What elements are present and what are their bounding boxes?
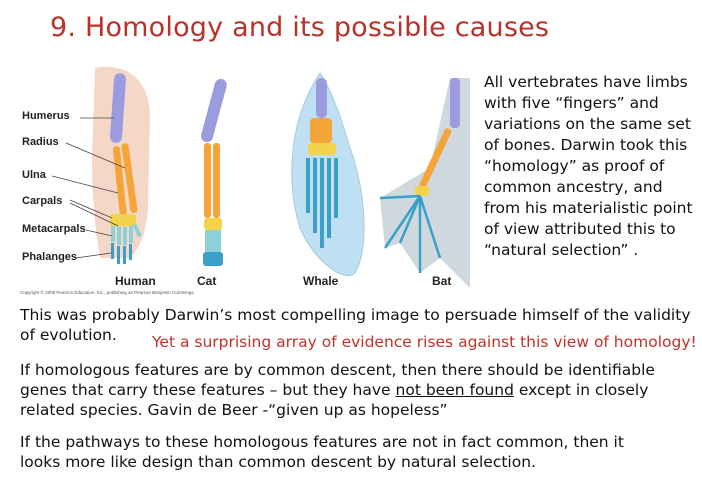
paragraph-darwin: This was probably Darwin’s most compelling image to persuade himself of the validity of evolution.	[20, 306, 691, 344]
copyright-note: Copyright © 2008 Pearson Education, Inc., publishing as Pearson Benjamin Cummings.	[20, 290, 195, 295]
homology-figure	[0, 58, 480, 303]
paragraph-evidence: Yet a surprising array of evidence rises against this view of homology!	[152, 333, 697, 351]
label-phalanges: Phalanges	[22, 251, 78, 263]
limb-illustration	[0, 58, 480, 303]
whale-fin	[292, 73, 364, 276]
label-ulna: Ulna	[22, 169, 46, 181]
paragraph-genes-part2: except in closely related species. Gavin de Beer -“given up as hopeless”	[20, 381, 649, 419]
not-found-underlined: not been found	[395, 381, 514, 399]
label-cat: Cat	[197, 274, 217, 288]
label-whale: Whale	[303, 274, 339, 288]
side-text: All vertebrates have limbs with five “fingers” and variations on the same set of bones. Darwin took this “homology” as proof of common ancestry, and from his materialistic point of view attributed this to “natural selection” .	[484, 73, 693, 259]
paragraph-design: If the pathways to these homologous features are not in fact common, then it looks more like design than common descent by natural selection.	[20, 433, 624, 471]
bat-wing	[380, 78, 470, 288]
paragraph-genes-part1: If homologous features are by common descent, then there should be identifiable genes that carry these features – but they have	[20, 361, 655, 399]
label-radius: Radius	[22, 136, 59, 148]
label-human: Human	[115, 274, 156, 288]
label-humerus: Humerus	[22, 110, 70, 122]
cat-leg	[200, 78, 228, 266]
human-arm	[92, 67, 150, 264]
page-title: 9. Homology and its possible causes	[50, 12, 550, 43]
label-carpals: Carpals	[22, 195, 63, 207]
paragraph-genes	[20, 360, 700, 420]
label-bat: Bat	[432, 274, 452, 288]
label-metacarpals: Metacarpals	[22, 223, 86, 235]
